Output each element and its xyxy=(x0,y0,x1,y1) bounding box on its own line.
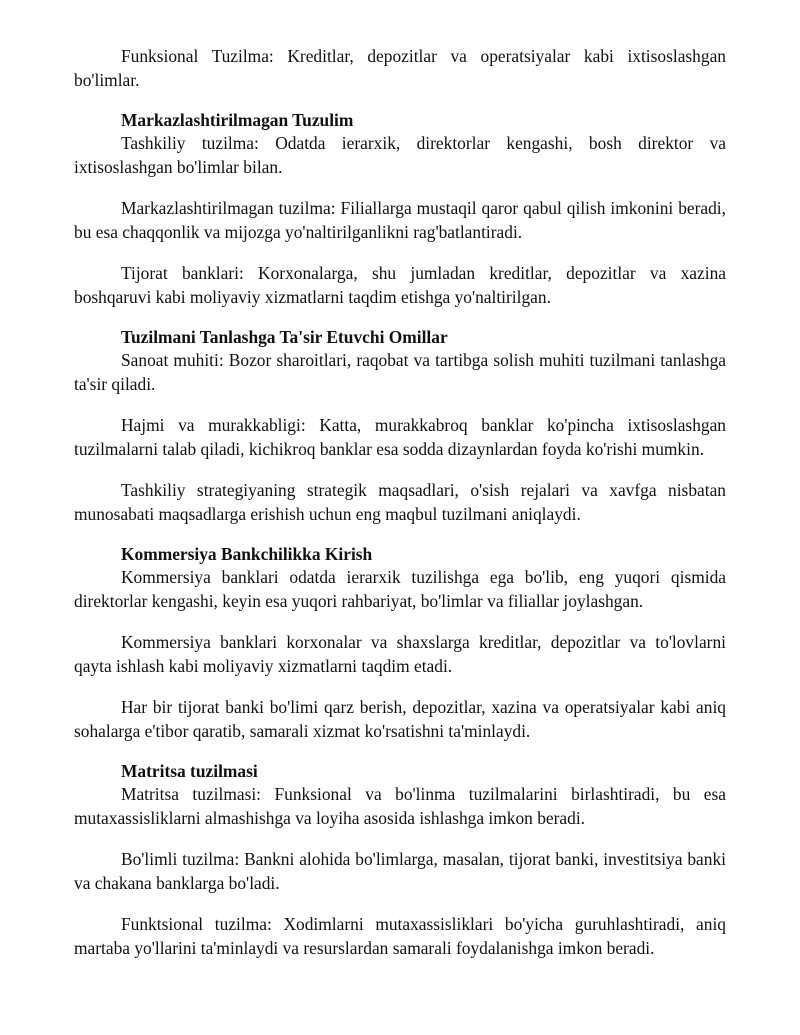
heading-structure-factors: Tuzilmani Tanlashga Ta'sir Etuvchi Omillar xyxy=(121,327,448,347)
heading-matrix-structure: Matritsa tuzilmasi xyxy=(121,761,258,781)
paragraph-size-complexity: Hajmi va murakkabligi: Katta, murakkabroq banklar ko'pincha ixtisoslashgan tuzilmalarni talab qiladi, kichikroq banklar esa sodda dizaynlardan foyda ko'rishi mumkin. xyxy=(74,415,726,459)
heading-decentralized-structure: Markazlashtirilmagan Tuzulim xyxy=(121,110,354,130)
paragraph-industry-environment: Sanoat muhiti: Bozor sharoitlari, raqobat va tartibga solish muhiti tuzilmani tanlashga ta'sir qiladi. xyxy=(74,350,726,394)
paragraph-bank-departments: Har bir tijorat banki bo'limi qarz berish, depozitlar, xazina va operatsiyalar kabi aniq sohalarga e'tibor qaratib, samarali xizmat ko'rsatishni ta'minlaydi. xyxy=(74,697,726,741)
paragraph-matrix-structure: Matritsa tuzilmasi: Funksional va bo'linma tuzilmalarini birlashtiradi, bu esa mutaxassisliklarni almashishga va loyiha asosida ishlashga imkon beradi. xyxy=(74,784,726,828)
paragraph-organizational-strategy: Tashkiliy strategiyaning strategik maqsadlari, o'sish rejalari va xavfga nisbatan munosabati maqsadlarga erishish uchun eng maqbul tuzilmani aniqlaydi. xyxy=(74,480,726,524)
document-page xyxy=(74,44,726,977)
paragraph-divisional-structure: Bo'limli tuzilma: Bankni alohida bo'limlarga, masalan, tijorat banki, investitsiya banki va chakana banklarga bo'ladi. xyxy=(74,849,726,893)
paragraph-functional-structure: Funksional Tuzilma: Kreditlar, depozitlar va operatsiyalar kabi ixtisoslashgan bo'limlar. xyxy=(74,46,726,90)
paragraph-decentralized-structure: Markazlashtirilmagan tuzilma: Filiallarga mustaqil qaror qabul qilish imkonini beradi, bu esa chaqqonlik va mijozga yo'naltirilganlikni rag'batlantiradi. xyxy=(74,198,726,242)
paragraph-financial-services: Kommersiya banklari korxonalar va shaxslarga kreditlar, depozitlar va to'lovlarni qayta ishlash kabi moliyaviy xizmatlarni taqdim etadi. xyxy=(74,632,726,676)
paragraph-organizational-structure: Tashkiliy tuzilma: Odatda ierarxik, direktorlar kengashi, bosh direktor va ixtisoslashgan bo'limlar bilan. xyxy=(74,133,726,177)
heading-commercial-banking-intro: Kommersiya Bankchilikka Kirish xyxy=(121,544,373,564)
paragraph-hierarchical-structure: Kommersiya banklari odatda ierarxik tuzilishga ega bo'lib, eng yuqori qismida direktorlar kengashi, keyin esa yuqori rahbariyat, bo'limlar va filiallar joylashgan. xyxy=(74,567,726,611)
paragraph-commercial-banks: Tijorat banklari: Korxonalarga, shu jumladan kreditlar, depozitlar va xazina boshqaruvi kabi moliyaviy xizmatlarni taqdim etishga yo'naltirilgan. xyxy=(74,263,726,307)
paragraph-functional-grouping: Funktsional tuzilma: Xodimlarni mutaxassisliklari bo'yicha guruhlashtiradi, aniq martaba yo'llarini ta'minlaydi va resurslardan samarali foydalanishga imkon beradi. xyxy=(74,914,726,958)
